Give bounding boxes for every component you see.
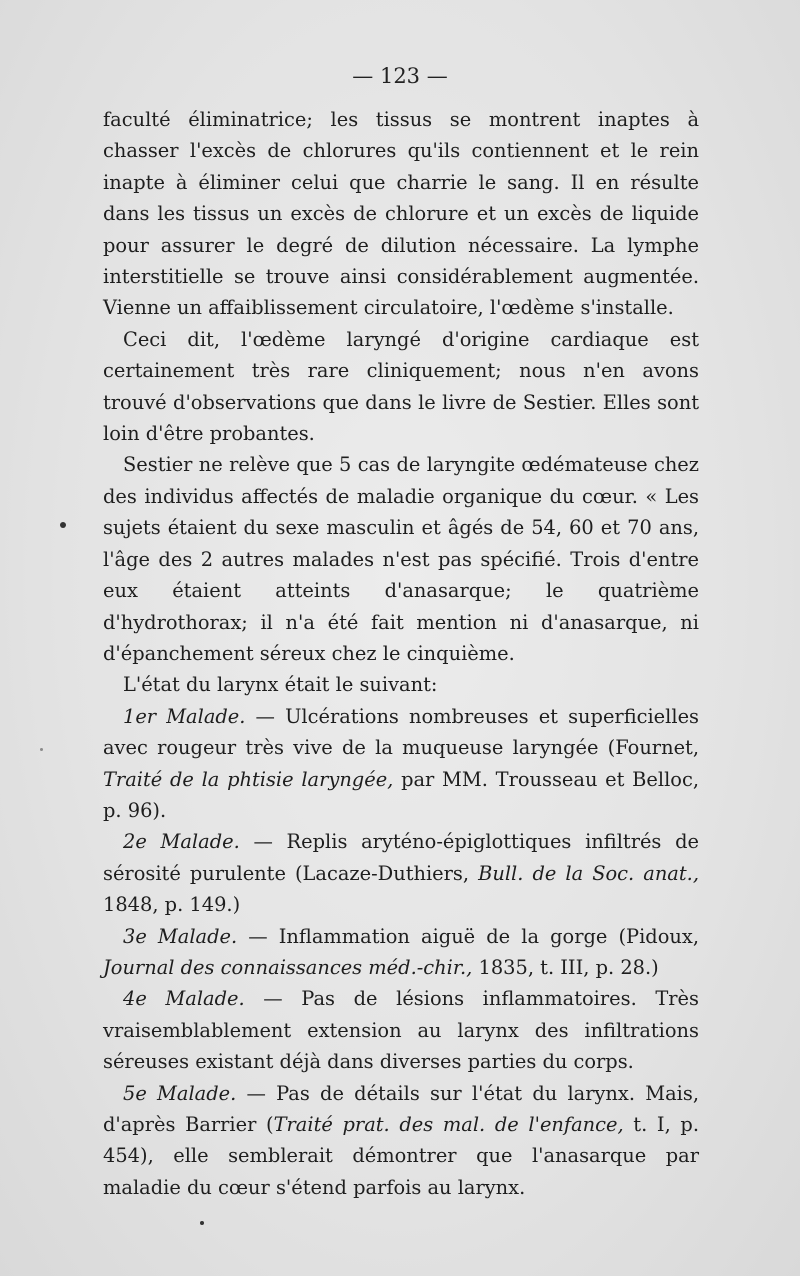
case-label: 5e Malade. (123, 1081, 237, 1105)
paragraph-2: Ceci dit, l'œdème laryngé d'origine cardiaque est certainement très rare cliniquement; nous n'en avons trouvé d'observations que dans le livre de Sestier. Elles sont loin d'être probantes. (103, 327, 699, 446)
paragraph-4: L'état du larynx était le suivant: (123, 673, 438, 697)
case-text-end: 1835, t. III, p. 28.) (472, 955, 659, 979)
case-entry-2 (103, 826, 699, 920)
case-reference-title: Traité de la phtisie laryngée, (103, 767, 394, 791)
ink-speck (200, 1221, 204, 1225)
case-text-end: par MM. Trousseau et Belloc, p. 96). (103, 767, 700, 822)
body-text (103, 104, 699, 1203)
case-text-end: 1848, p. 149.) (103, 893, 241, 917)
case-label: 4e Malade. (123, 987, 245, 1011)
case-text: — Pas de détails sur l'état du larynx. Mais, d'après Barrier ( (103, 1081, 699, 1136)
case-text: — Ulcérations nombreuses et superficielles avec rougeur très vive de la muqueuse laryngée (Fournet, (103, 704, 699, 760)
paragraph-1: faculté éliminatrice; les tissus se montrent inaptes à chasser l'excès de chlorures qu'ils contiennent et le rein inapte à éliminer celui que charrie le sang. Il en résulte dans les tissus un excès de chlorure et un excès de liquide pour assurer le degré de dilution nécessaire. La lymphe interstitielle se trouve ainsi considérablement augmentée. Vienne un affaiblissement circulatoire, l'œdème s'installe. (103, 108, 699, 320)
case-entry-3 (103, 921, 699, 984)
case-label: 2e Malade. (123, 830, 240, 854)
page-number: — 123 — (352, 64, 448, 88)
case-text: — Inflammation aiguë de la gorge (Pidoux, (237, 924, 699, 948)
ink-speck (60, 522, 66, 528)
case-entry-1 (103, 701, 699, 827)
case-reference-title: Traité prat. des mal. de l'enfance, (273, 1113, 624, 1136)
case-label: 1er Malade. (123, 704, 246, 728)
case-reference-title: Journal des connaissances méd.-chir., (103, 955, 473, 979)
ink-speck (40, 748, 43, 751)
case-text: — Pas de lésions inflammatoires. Très vraisemblablement extension au larynx des infiltrations séreuses existant déjà dans diverses parties du corps. (103, 987, 699, 1074)
case-text-end: t. I, p. 454), elle semblerait démontrer que l'anasarque par maladie du cœur s'étend parfois au larynx. (103, 1113, 699, 1199)
case-text: — Replis aryténo-épiglottiques infiltrés de sérosité purulente (Lacaze-Duthiers, (103, 830, 699, 885)
case-label: 3e Malade. (123, 924, 238, 948)
case-entry-4 (103, 983, 699, 1077)
paragraph-3: Sestier ne relève que 5 cas de laryngite œdémateuse chez des individus affectés de maladie organique du cœur. « Les sujets étaient du sexe masculin et âgés de 54, 60 et 70 ans, l'âge des 2 autres malades n'est pas spécifié. Trois d'entre eux étaient atteints d'anasarque; le quatrième d'hydrothorax; il n'a été fait mention ni d'anasarque, ni d'épanchement séreux chez le cinquième. (103, 453, 699, 665)
case-reference-title: Bull. de la Soc. anat., (478, 861, 699, 885)
case-entry-5 (103, 1078, 699, 1204)
